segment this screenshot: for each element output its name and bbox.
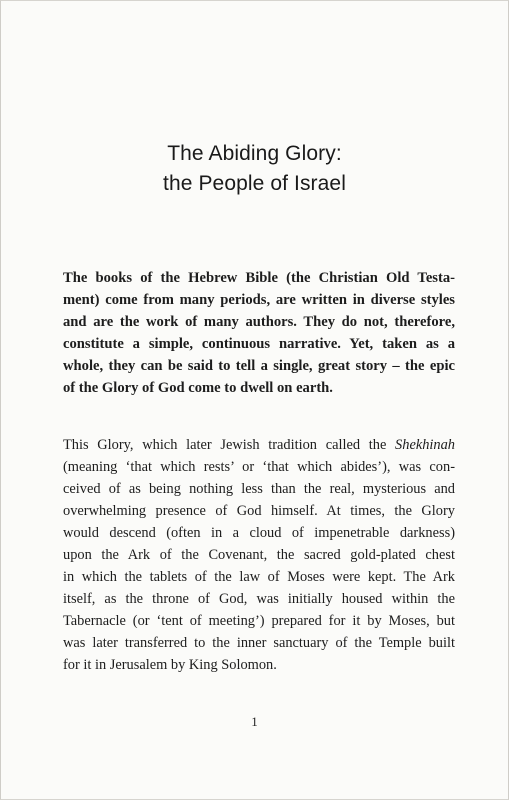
- body-line: itself, as the throne of God, was initially housed within the: [63, 591, 455, 607]
- intro-paragraph: [63, 267, 455, 399]
- body-line-first: [63, 434, 455, 456]
- shekhinah-term: Shekhinah: [395, 437, 455, 453]
- intro-line: ment) come from many periods, are written in diverse styles: [63, 292, 455, 308]
- body-paragraph: [63, 434, 455, 676]
- body-line: in which the tablets of the law of Moses were kept. The Ark: [63, 569, 455, 585]
- intro-line: of the Glory of God come to dwell on earth.: [63, 380, 333, 396]
- body-line: Tabernacle (or ‘tent of meeting’) prepared for it by Moses, but: [63, 613, 455, 629]
- chapter-title-line-2: the People of Israel: [163, 172, 346, 195]
- intro-line: whole, they can be said to tell a single, great story – the epic: [63, 358, 455, 374]
- body-line-first-text: This Glory, which later Jewish tradition called the: [63, 437, 396, 453]
- chapter-title-line-1: The Abiding Glory:: [167, 142, 342, 165]
- body-line: was later transferred to the inner sanctuary of the Temple built: [63, 635, 455, 651]
- intro-line: constitute a simple, continuous narrative. Yet, taken as a: [63, 336, 455, 352]
- body-line: overwhelming presence of God himself. At times, the Glory: [63, 503, 455, 519]
- intro-line: and are the work of many authors. They do not, therefore,: [63, 314, 455, 330]
- chapter-title: [1, 139, 508, 199]
- body-line: for it in Jerusalem by King Solomon.: [63, 657, 277, 673]
- body-line: upon the Ark of the Covenant, the sacred gold-plated chest: [63, 547, 455, 563]
- page-number: 1: [251, 714, 258, 729]
- body-line: ceived of as being nothing less than the real, mysterious and: [63, 481, 455, 497]
- body-line: (meaning ‘that which rests’ or ‘that which abides’), was con-: [63, 459, 455, 475]
- body-line: would descend (often in a cloud of impenetrable darkness): [63, 525, 455, 541]
- intro-line: The books of the Hebrew Bible (the Christian Old Testa-: [63, 270, 455, 286]
